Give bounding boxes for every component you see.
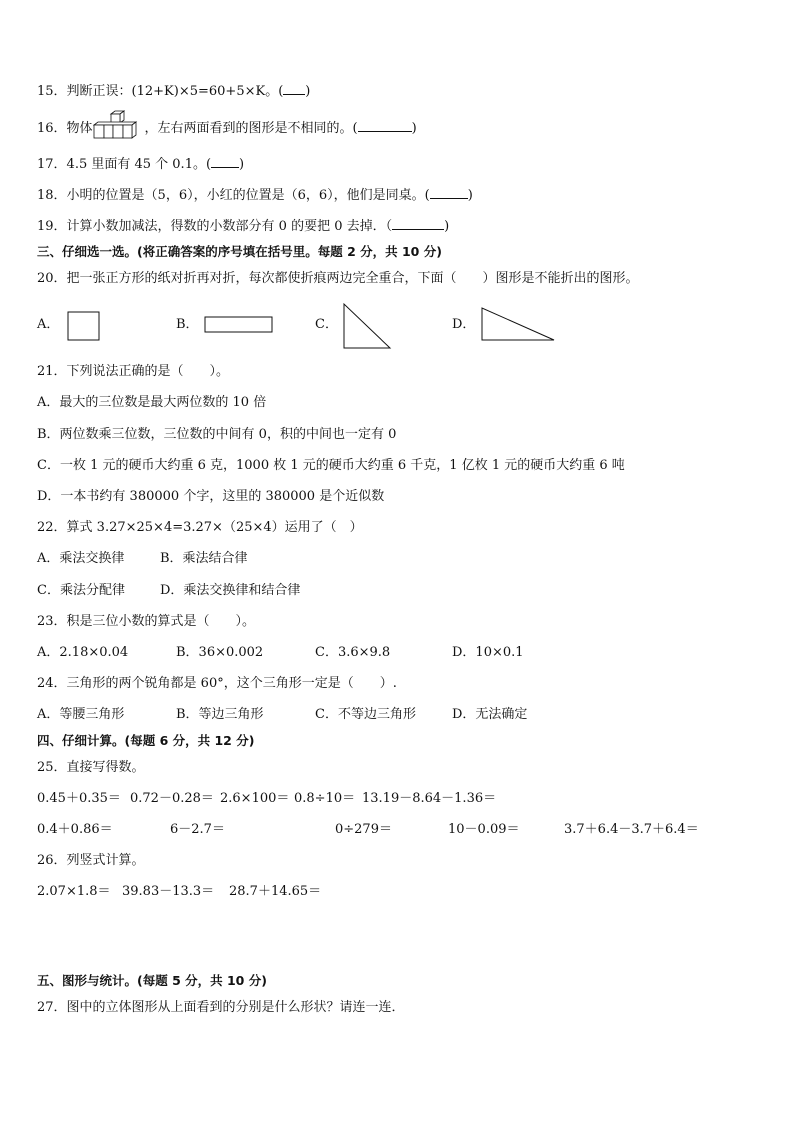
q25-item: 0.8÷10＝ xyxy=(294,791,356,806)
q24-option-d[interactable]: D．无法确定 xyxy=(452,707,528,722)
question-23: 23．积是三位小数的算式是（ ）。 xyxy=(37,614,256,629)
question-17: 17．4.5 里面有 45 个 0.1。( ) xyxy=(37,157,245,172)
q20-option-a-label[interactable]: A． xyxy=(37,317,60,332)
answer-blank-16[interactable] xyxy=(358,119,412,132)
q23-option-c[interactable]: C．3.6×9.8 xyxy=(315,645,391,660)
q20-option-b-rectangle xyxy=(204,316,274,334)
answer-blank-15[interactable] xyxy=(283,82,305,95)
q20-option-c-triangle xyxy=(342,302,392,350)
q26-item: 2.07×1.8＝ xyxy=(37,884,111,899)
answer-blank-18[interactable] xyxy=(430,186,468,199)
q20-option-d-label[interactable]: D． xyxy=(452,317,476,332)
question-15: 15．判断正误：(12+K)×5=60+5×K。( ) xyxy=(37,84,311,99)
q20-option-d-triangle xyxy=(480,306,556,342)
q25-item: 0.45＋0.35＝ xyxy=(37,791,121,806)
q23-option-a[interactable]: A．2.18×0.04 xyxy=(37,645,129,660)
q24-option-a[interactable]: A．等腰三角形 xyxy=(37,707,125,722)
q25-item: 0.72－0.28＝ xyxy=(130,791,214,806)
q25-item: 0.4＋0.86＝ xyxy=(37,822,113,837)
q26-item: 39.83－13.3＝ xyxy=(122,884,215,899)
q20-option-c-label[interactable]: C． xyxy=(315,317,338,332)
question-25: 25．直接写得数。 xyxy=(37,760,145,775)
question-19-text: 19．计算小数加减法，得数的小数部分有 0 的要把 0 去掉．（ xyxy=(37,219,393,234)
question-27: 27．图中的立体图形从上面看到的分别是什么形状？请连一连． xyxy=(37,1000,405,1015)
question-16-prefix: 16．物体 xyxy=(37,121,93,136)
question-24: 24．三角形的两个锐角都是 60°，这个三角形一定是（ ）. xyxy=(37,676,397,691)
question-16: 16．物体 ，左右两面看到的图形是不相同的。( ) xyxy=(37,119,417,138)
question-16-text: ，左右两面看到的图形是不相同的。( xyxy=(144,121,358,136)
section-4-heading: 四、仔细计算。(每题 6 分，共 12 分) xyxy=(37,733,255,748)
q24-option-b[interactable]: B．等边三角形 xyxy=(176,707,264,722)
question-15-text: 15．判断正误：(12+K)×5=60+5×K。( xyxy=(37,84,284,99)
section-3-heading: 三、仔细选一选。(将正确答案的序号填在括号里。每题 2 分，共 10 分) xyxy=(37,244,442,259)
q25-item: 6－2.7＝ xyxy=(170,822,225,837)
q24-option-c[interactable]: C．不等边三角形 xyxy=(315,707,416,722)
q22-option-c[interactable]: C．乘法分配律 xyxy=(37,583,125,598)
question-19: 19．计算小数加减法，得数的小数部分有 0 的要把 0 去掉．（ ) xyxy=(37,219,450,234)
q25-item: 13.19－8.64－1.36＝ xyxy=(362,791,497,806)
question-20: 20．把一张正方形的纸对折再对折，每次都使折痕两边完全重合，下面（ ）图形是不能折出的图形。 xyxy=(37,271,639,286)
q20-option-b-label[interactable]: B． xyxy=(176,317,199,332)
q25-item: 2.6×100＝ xyxy=(220,791,290,806)
q21-option-d[interactable]: D．一本书约有 380000 个字，这里的 380000 是个近似数 xyxy=(37,489,385,504)
q26-item: 28.7＋14.65＝ xyxy=(229,884,322,899)
section-5-heading: 五、图形与统计。(每题 5 分，共 10 分) xyxy=(37,973,267,988)
q25-item: 0÷279＝ xyxy=(335,822,392,837)
q21-option-c[interactable]: C．一枚 1 元的硬币大约重 6 克，1000 枚 1 元的硬币大约重 6 千克，1 亿枚 1 元的硬币大约重 6 吨 xyxy=(37,458,625,473)
question-18-text: 18．小明的位置是（5，6），小红的位置是（6，6），他们是同桌。( xyxy=(37,188,430,203)
q23-option-d[interactable]: D．10×0.1 xyxy=(452,645,524,660)
q22-option-d[interactable]: D．乘法交换律和结合律 xyxy=(160,583,301,598)
q25-item: 3.7＋6.4－3.7＋6.4＝ xyxy=(564,822,699,837)
question-18: 18．小明的位置是（5，6），小红的位置是（6，6），他们是同桌。( ) xyxy=(37,188,473,203)
q23-option-b[interactable]: B．36×0.002 xyxy=(176,645,264,660)
answer-blank-19[interactable] xyxy=(392,217,444,230)
question-22: 22．算式 3.27×25×4=3.27×（25×4）运用了（ ） xyxy=(37,520,363,535)
question-26: 26．列竖式计算。 xyxy=(37,853,145,868)
q20-option-a-square xyxy=(67,311,101,341)
question-17-text: 17．4.5 里面有 45 个 0.1。( xyxy=(37,157,212,172)
q22-option-b[interactable]: B．乘法结合律 xyxy=(160,551,248,566)
cube-stack-icon xyxy=(93,111,145,139)
cube-stack-figure xyxy=(93,120,145,138)
q21-option-b[interactable]: B．两位数乘三位数，三位数的中间有 0，积的中间也一定有 0 xyxy=(37,427,397,442)
q21-option-a[interactable]: A．最大的三位数是最大两位数的 10 倍 xyxy=(37,395,267,410)
q22-option-a[interactable]: A．乘法交换律 xyxy=(37,551,125,566)
question-21: 21．下列说法正确的是（ ）。 xyxy=(37,364,230,379)
answer-blank-17[interactable] xyxy=(211,155,239,168)
q25-item: 10－0.09＝ xyxy=(448,822,520,837)
